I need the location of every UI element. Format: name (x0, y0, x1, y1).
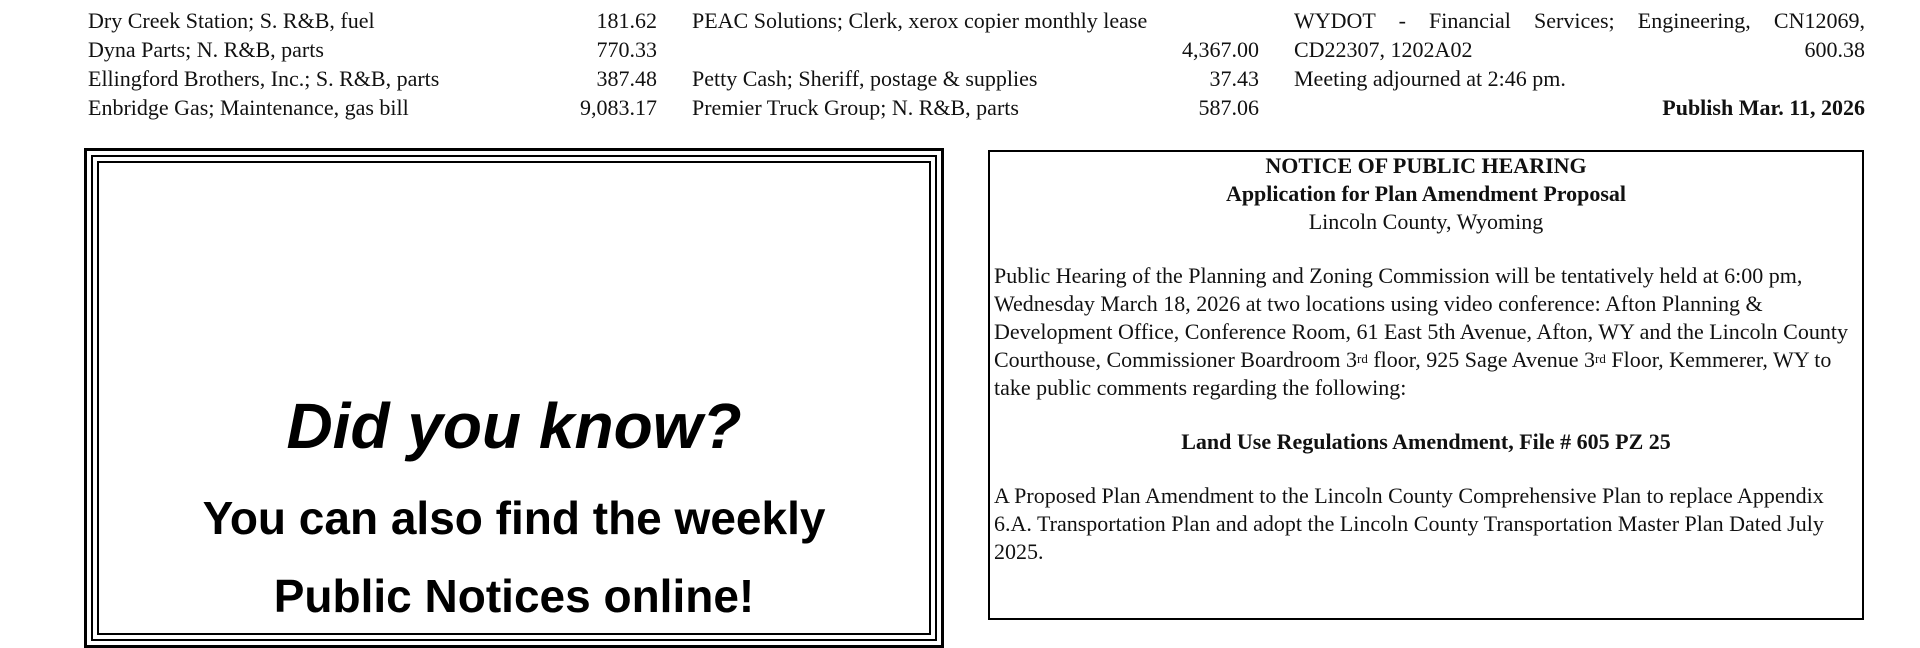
ledger-amount: 587.06 (1198, 95, 1259, 120)
ad-line: Public Notices online! (273, 570, 755, 622)
ledger-label: Premier Truck Group; N. R&B, parts (692, 95, 1019, 120)
ledger-row (88, 64, 657, 93)
ledger-amount: 181.62 (596, 8, 657, 33)
ledger-row (692, 64, 1259, 93)
ledger-row (88, 6, 657, 35)
public-hearing-notice (988, 150, 1864, 620)
superscript: rd (1356, 351, 1368, 366)
notice-location: Lincoln County, Wyoming (1308, 209, 1544, 234)
paragraph-text: Floor, Kemmerer, WY to take public comments regarding the following: (994, 347, 1832, 400)
adjournment-note: Meeting adjourned at 2:46 pm. (1294, 66, 1566, 91)
ledger-label: PEAC Solutions; Clerk, xerox copier monthly lease (692, 8, 1148, 33)
notice-paragraph (994, 262, 1858, 402)
notice-subtitle: Application for Plan Amendment Proposal (1225, 181, 1627, 206)
ledger-label: Enbridge Gas; Maintenance, gas bill (88, 95, 409, 120)
notice-heading: Land Use Regulations Amendment, File # 605 PZ 25 (1181, 429, 1671, 454)
ledger-label: CD22307, 1202A02 (1294, 37, 1473, 62)
ledger-row (692, 35, 1259, 64)
online-notices-ad (84, 148, 944, 648)
ad-line: You can also find the weekly (202, 492, 826, 544)
notice-paragraph: A Proposed Plan Amendment to the Lincoln County Comprehensive Plan to replace Appendix 6.A. Transportation Plan and adopt the Lincoln County Transportation Master Plan Dated July 2025. (994, 483, 1824, 564)
ledger-row: WYDOT - Financial Services; Engineering, CN12069, (1294, 8, 1865, 33)
ledger-amount: 37.43 (1209, 66, 1259, 91)
ledger-label: Ellingford Brothers, Inc.; S. R&B, parts (88, 66, 440, 91)
ledger-row (1294, 35, 1865, 64)
ledger-column-3 (1294, 0, 1865, 122)
ledger-column-2 (692, 0, 1259, 122)
publish-date: Publish Mar. 11, 2026 (1662, 95, 1865, 120)
ledger-amount: 387.48 (596, 66, 657, 91)
notice-title: NOTICE OF PUBLIC HEARING (1265, 153, 1587, 178)
ledger-amount: 9,083.17 (580, 95, 657, 120)
ledger-amount: 4,367.00 (1182, 37, 1259, 62)
ad-headline: Did you know? (286, 390, 742, 462)
ledger-amount: 770.33 (596, 37, 657, 62)
paragraph-text: floor, 925 Sage Avenue 3 (1367, 347, 1596, 372)
ledger-label: Dry Creek Station; S. R&B, fuel (88, 8, 375, 33)
ledger-column-1 (88, 0, 657, 122)
paragraph-text: Public Hearing of the Planning and Zoning Commission will be tentatively held at 6:00 pm, Wednesday March 18, 2026 at two locations using video conference: Afton Planning & Development Office, Conference Room, 61 East 5th Avenue, Afton, WY and the Lincoln County Courthouse, Commissioner Boardroom 3 (994, 263, 1848, 372)
ledger-row (88, 93, 657, 122)
ledger-amount: 600.38 (1804, 37, 1865, 62)
ledger-row (692, 93, 1259, 122)
ledger-label: Petty Cash; Sheriff, postage & supplies (692, 66, 1038, 91)
ledger-label: Dyna Parts; N. R&B, parts (88, 37, 324, 62)
ledger-row (692, 6, 1259, 35)
ledger-row (88, 35, 657, 64)
superscript: rd (1595, 351, 1606, 366)
